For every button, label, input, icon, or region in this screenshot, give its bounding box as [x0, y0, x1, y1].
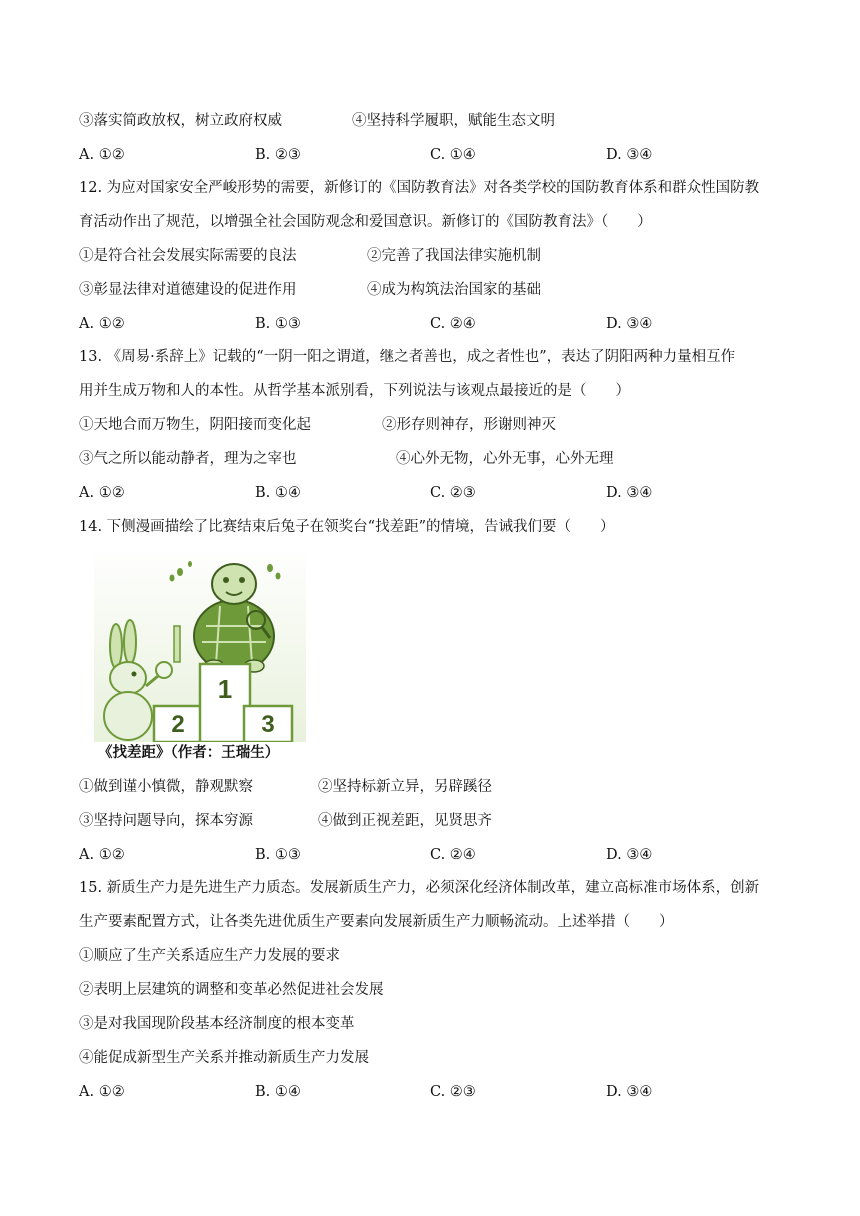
q14-option-c: C. ②④ — [430, 847, 476, 863]
q12-option-d: D. ③④ — [606, 316, 653, 332]
q15-stem-line-1: 15. 新质生产力是先进生产力质态。发展新质生产力，必须深化经济体制改革，建立高标准市场体系，创新 — [79, 880, 760, 896]
q15-option-d: D. ③④ — [606, 1084, 653, 1100]
q12-stem-line-1: 12. 为应对国家安全严峻形势的需要，新修订的《国防教育法》对各类学校的国防教育体系和群众性国防教 — [79, 180, 760, 196]
q15-statement-3: ③是对我国现阶段基本经济制度的根本变革 — [79, 1016, 355, 1032]
q13-option-c: C. ②③ — [430, 485, 476, 501]
q13-statement-4: ④心外无物，心外无事，心外无理 — [396, 451, 614, 467]
q15-option-b: B. ①④ — [255, 1084, 301, 1100]
q11-option-b: B. ②③ — [255, 147, 301, 163]
q14-option-d: D. ③④ — [606, 847, 653, 863]
q15-statement-2: ②表明上层建筑的调整和变革必然促进社会发展 — [79, 982, 384, 998]
q13-statement-1: ①天地合而万物生，阴阳接而变化起 — [79, 417, 311, 433]
q11-option-a: A. ①② — [79, 147, 125, 163]
q13-statement-2: ②形存则神存，形谢则神灭 — [382, 417, 556, 433]
q13-option-b: B. ①④ — [255, 485, 301, 501]
q12-statement-3: ③彰显法律对道德建设的促进作用 — [79, 282, 297, 298]
q13-statement-3: ③气之所以能动静者，理为之宰也 — [79, 451, 297, 467]
q12-stem-line-2: 育活动作出了规范，以增强全社会国防观念和爱国意识。新修订的《国防教育法》（ ） — [79, 214, 652, 230]
q14-statement-4: ④做到正视差距，见贤思齐 — [318, 813, 492, 829]
q13-option-d: D. ③④ — [606, 485, 653, 501]
q14-option-a: A. ①② — [79, 847, 125, 863]
q11-statement-3: ③落实简政放权，树立政府权威 — [79, 113, 282, 129]
q12-option-b: B. ①③ — [255, 316, 301, 332]
podium-number-2: 2 — [171, 711, 185, 738]
q13-stem-line-1: 13. 《周易·系辞上》记载的“一阴一阳之谓道，继之者善也，成之者性也”，表达了阴阳两种力量相互作 — [79, 349, 736, 365]
q14-statement-2: ②坚持标新立异，另辟蹊径 — [318, 779, 492, 795]
q14-statement-1: ①做到谨小慎微，静观默察 — [79, 779, 253, 795]
q14-option-b: B. ①③ — [255, 847, 301, 863]
q13-stem-line-2: 用并生成万物和人的本性。从哲学基本派别看，下列说法与该观点最接近的是（ ） — [79, 383, 630, 399]
q15-statement-1: ①顺应了生产关系适应生产力发展的要求 — [79, 948, 340, 964]
q14-stem-line-1: 14. 下侧漫画描绘了比赛结束后兔子在领奖台“找差距”的情境，告诫我们要（ ） — [79, 519, 615, 535]
q12-statement-1: ①是符合社会发展实际需要的良法 — [79, 248, 297, 264]
q11-option-d: D. ③④ — [606, 147, 653, 163]
q11-statement-4: ④坚持科学履职，赋能生态文明 — [352, 113, 555, 129]
q12-option-a: A. ①② — [79, 316, 125, 332]
q12-statement-2: ②完善了我国法律实施机制 — [367, 248, 541, 264]
comic-drawing — [94, 546, 306, 742]
q14-statement-3: ③坚持问题导向，探本穷源 — [79, 813, 253, 829]
q15-option-a: A. ①② — [79, 1084, 125, 1100]
podium-number-1: 1 — [217, 674, 233, 704]
comic-illustration — [94, 546, 306, 766]
q15-option-c: C. ②③ — [430, 1084, 476, 1100]
q12-statement-4: ④成为构筑法治国家的基础 — [367, 282, 541, 298]
q15-statement-4: ④能促成新型生产关系并推动新质生产力发展 — [79, 1050, 369, 1066]
q11-option-c: C. ①④ — [430, 147, 476, 163]
podium-number-3: 3 — [261, 711, 275, 738]
q12-option-c: C. ②④ — [430, 316, 476, 332]
comic-caption: 《找差距》（作者：王瑞生） — [98, 744, 280, 761]
q13-option-a: A. ①② — [79, 485, 125, 501]
q15-stem-line-2: 生产要素配置方式，让各类先进优质生产要素向发展新质生产力顺畅流动。上述举措（ ） — [79, 914, 674, 930]
